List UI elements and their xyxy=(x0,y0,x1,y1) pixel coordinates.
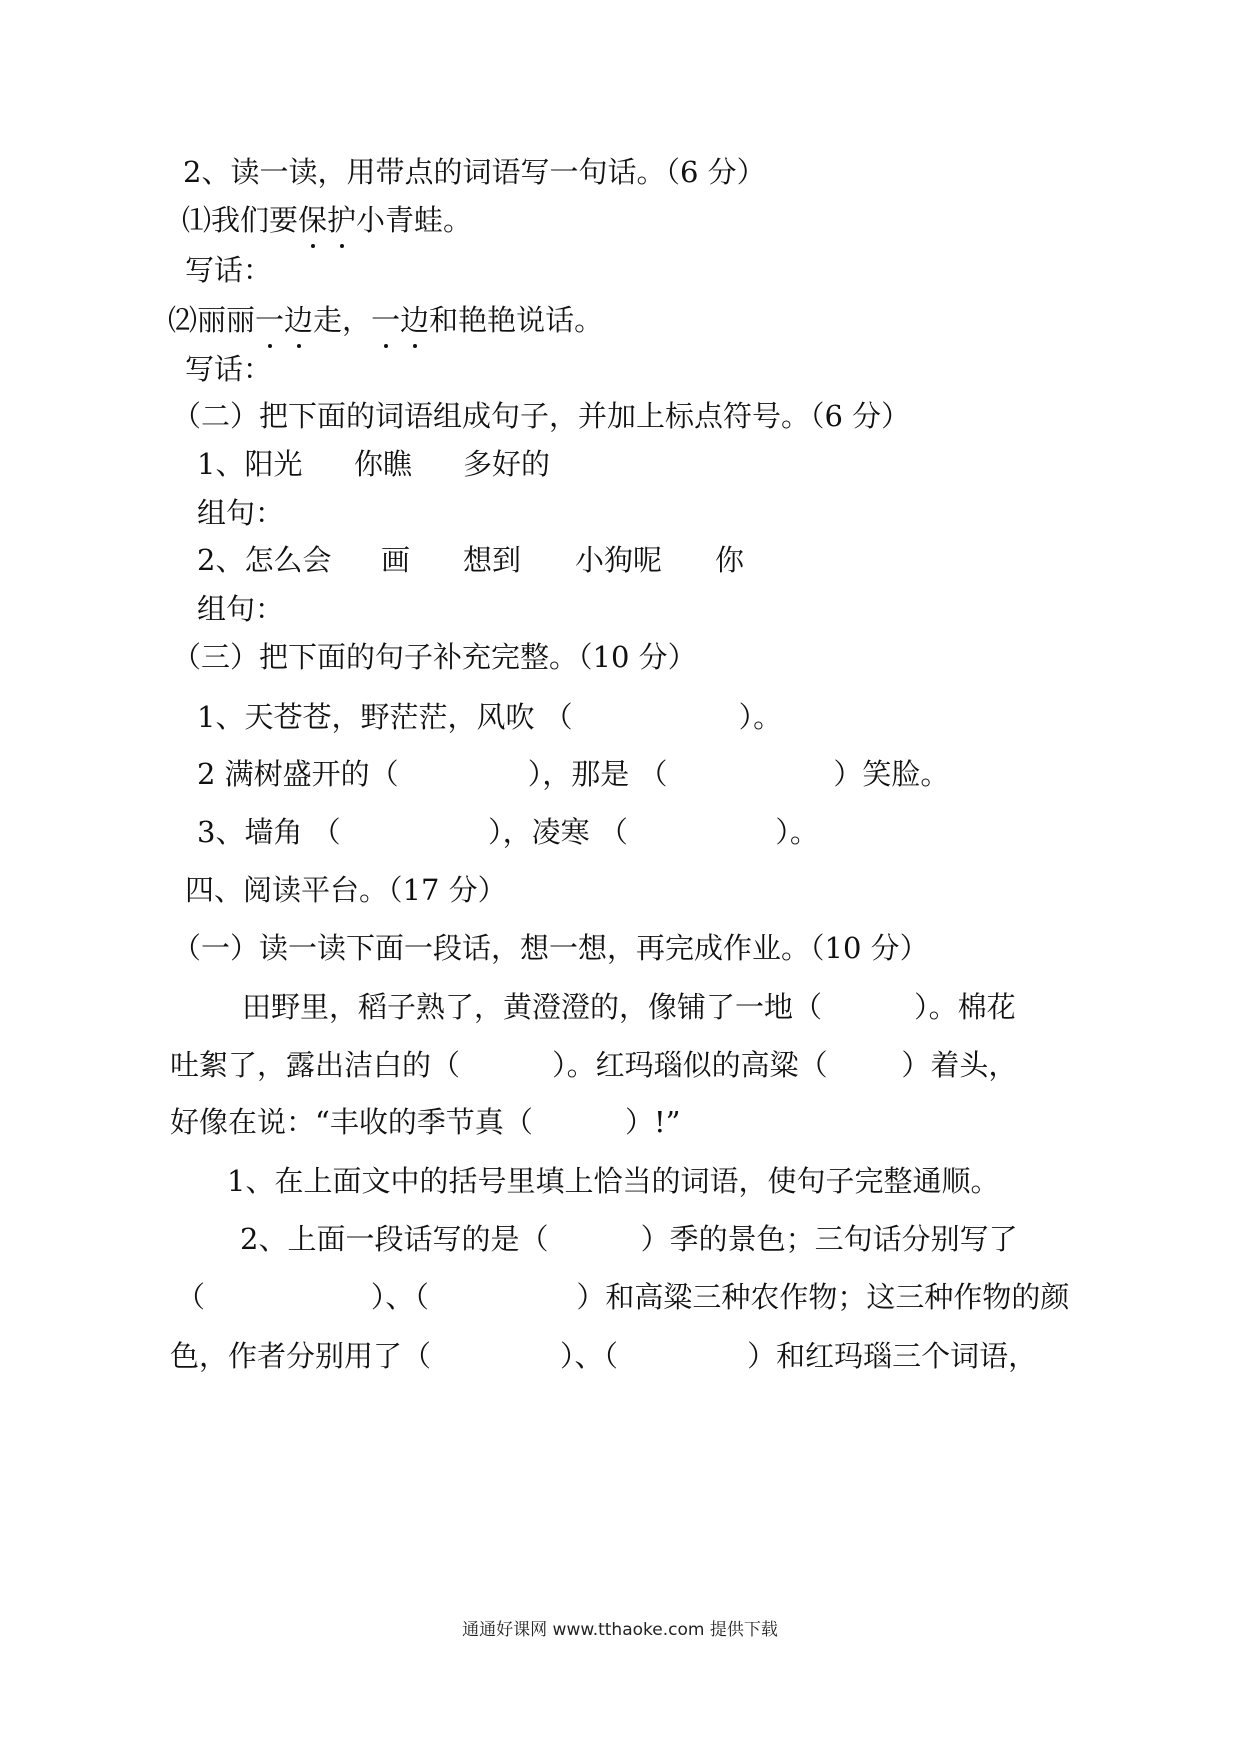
fill-blank-line: 2 满树盛开的（ ），那是 （ ）笑脸。 xyxy=(197,757,950,791)
sentence-text: ⑴我们要 xyxy=(182,203,299,237)
reading-question: 2、上面一段话写的是（ ）季的景色；三句话分别写了 xyxy=(240,1222,1018,1256)
answer-label: 写话： xyxy=(185,253,273,287)
answer-label: 写话： xyxy=(185,352,273,386)
section-title: （二）把下面的词语组成句子，并加上标点符号。（6 分） xyxy=(172,399,911,433)
reading-question: 色，作者分别用了（ ）、（ ）和红玛瑙三个词语， xyxy=(170,1339,1038,1373)
sentence-item xyxy=(182,200,472,240)
reading-question: 1、在上面文中的括号里填上恰当的词语，使句子完整通顺。 xyxy=(227,1164,1000,1198)
question-title: 2、读一读，用带点的词语写一句话。（6 分） xyxy=(183,155,766,189)
dotted-char: 一 xyxy=(255,300,284,340)
passage-line: 吐絮了，露出洁白的（ ）。红玛瑙似的高粱（ ）着头， xyxy=(170,1048,1018,1082)
word: 你瞧 xyxy=(354,447,413,481)
question-number: 2、 xyxy=(197,543,245,577)
answer-label: 组句： xyxy=(197,592,285,626)
dotted-char: 保 xyxy=(298,200,327,240)
dotted-char: 边 xyxy=(284,300,313,340)
word: 画 xyxy=(381,543,411,577)
dotted-char: 一 xyxy=(371,300,400,340)
question-item xyxy=(197,444,551,484)
question-item xyxy=(197,540,745,580)
subsection-title: （一）读一读下面一段话，想一想，再完成作业。（10 分） xyxy=(172,931,929,965)
word: 小狗呢 xyxy=(575,543,663,577)
fill-blank-line: 1、天苍苍，野茫茫，风吹 （ ）。 xyxy=(197,700,783,734)
dotted-char: 护 xyxy=(327,200,356,240)
word: 怎么会 xyxy=(244,543,332,577)
sentence-text: ⑵丽丽 xyxy=(168,303,256,337)
question-number: 1、 xyxy=(197,447,245,481)
answer-label: 组句： xyxy=(197,496,285,530)
sentence-text: 和艳艳说话。 xyxy=(429,303,604,337)
passage-line: 好像在说：“丰收的季节真（ ）!” xyxy=(170,1105,681,1139)
word: 想到 xyxy=(463,543,522,577)
page-footer: 通通好课网 www.tthaoke.com 提供下载 xyxy=(462,1620,778,1640)
reading-question: （ ）、（ ）和高粱三种农作物；这三种作物的颜 xyxy=(176,1280,1070,1314)
dotted-char: 边 xyxy=(400,300,429,340)
word: 阳光 xyxy=(244,447,303,481)
section-title: 四、阅读平台。（17 分） xyxy=(185,873,507,907)
sentence-item xyxy=(168,300,603,340)
word: 你 xyxy=(715,543,745,577)
section-title: （三）把下面的句子补充完整。（10 分） xyxy=(172,640,697,674)
fill-blank-line: 3、墙角 （ ），凌寒 （ ）。 xyxy=(197,815,819,849)
passage-line: 田野里，稻子熟了，黄澄澄的，像铺了一地（ ）。棉花 xyxy=(242,990,1016,1024)
sentence-text: 走， xyxy=(313,303,372,337)
word: 多好的 xyxy=(463,447,551,481)
sentence-text: 小青蛙。 xyxy=(356,203,473,237)
